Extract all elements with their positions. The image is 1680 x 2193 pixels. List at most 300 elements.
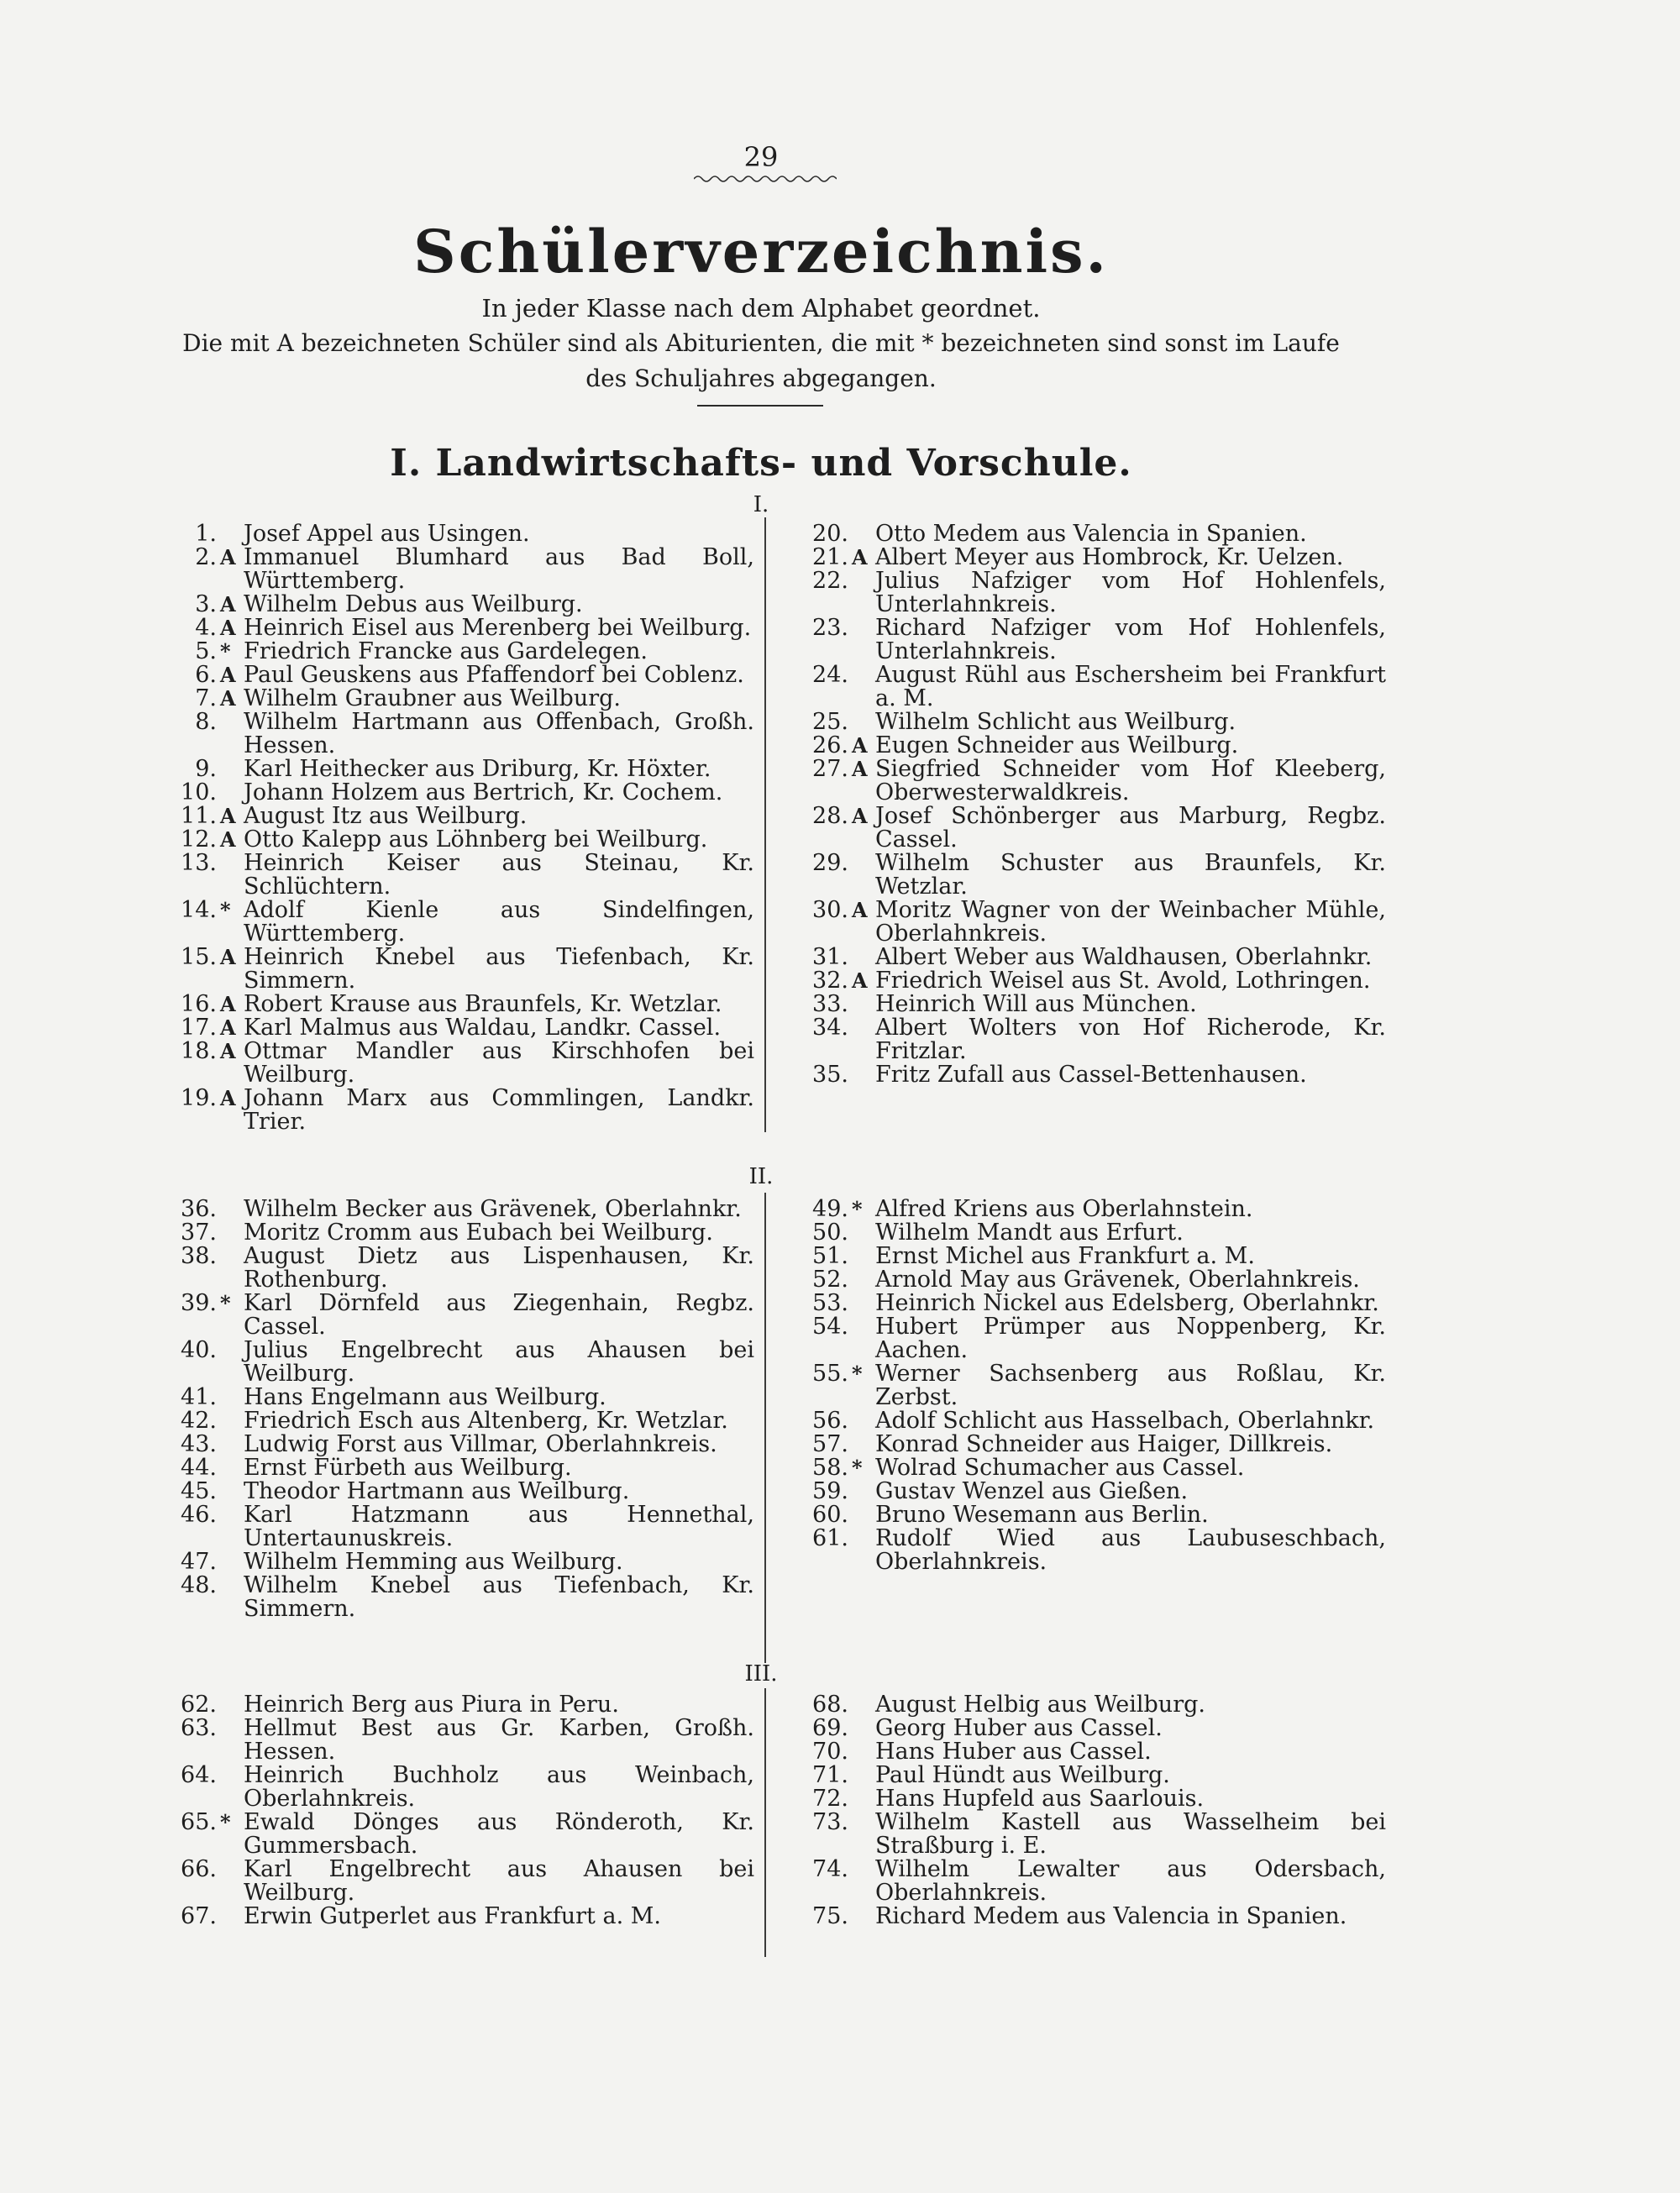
entry-number: 40. xyxy=(181,1337,217,1363)
entry-text: Albert Weber aus Waldhausen, Oberlahnkr. xyxy=(875,944,1373,970)
entry-text: Werner Sachsenberg aus Roßlau, Kr. Zerbst. xyxy=(875,1361,1386,1410)
student-entry xyxy=(781,664,1386,711)
entry-number: 63. xyxy=(181,1715,217,1741)
entry-text: Heinrich Keiser aus Steinau, Kr. Schlüchtern. xyxy=(244,850,754,900)
entry-mark: A xyxy=(852,545,868,569)
entry-text: Siegfried Schneider vom Hof Kleeberg, Oberwesterwaldkreis. xyxy=(875,756,1386,805)
entry-mark: A xyxy=(220,945,236,969)
entry-mark xyxy=(852,1503,875,1527)
entry-text: Hans Hupfeld aus Saarlouis. xyxy=(875,1786,1205,1812)
entry-text: Paul Geuskens aus Pfaffendorf bei Coblenz. xyxy=(244,662,744,688)
student-entry xyxy=(781,1693,1386,1717)
entry-mark xyxy=(852,1245,875,1268)
entry-mark xyxy=(852,616,875,664)
entry-mark xyxy=(220,852,244,899)
entry-mark xyxy=(220,1905,244,1928)
entry-number: 60. xyxy=(812,1502,848,1528)
student-entry xyxy=(781,1787,1386,1811)
entry-number: 50. xyxy=(812,1220,848,1246)
entry-text: Robert Krause aus Braunfels, Kr. Wetzlar. xyxy=(244,991,722,1017)
class-label-1: I. xyxy=(753,492,769,517)
entry-number: 66. xyxy=(181,1856,217,1882)
student-entry xyxy=(150,1905,754,1928)
entry-number: 9. xyxy=(195,756,217,782)
class-2-left-column xyxy=(150,1198,754,1621)
entry-number: 4. xyxy=(195,615,217,641)
entry-text: Wilhelm Kastell aus Wasselheim bei Straßburg i. E. xyxy=(875,1809,1386,1859)
entry-mark: A xyxy=(220,1086,236,1110)
entry-mark: A xyxy=(852,733,868,758)
student-entry xyxy=(150,805,754,828)
entry-number: 26. xyxy=(812,732,848,758)
entry-mark xyxy=(852,1268,875,1292)
student-entry xyxy=(150,616,754,640)
entry-number: 23. xyxy=(812,615,848,641)
entry-text: Friedrich Weisel aus St. Avold, Lothringen. xyxy=(875,968,1371,994)
entry-number: 32. xyxy=(812,968,848,994)
entry-number: 61. xyxy=(812,1525,848,1551)
class-3-left-column xyxy=(150,1693,754,1928)
entry-number: 44. xyxy=(181,1455,217,1481)
entry-mark xyxy=(852,1740,875,1764)
entry-number: 10. xyxy=(181,779,217,805)
entry-mark xyxy=(220,711,244,758)
entry-number: 62. xyxy=(181,1692,217,1718)
student-entry xyxy=(150,946,754,993)
entry-number: 69. xyxy=(812,1715,848,1741)
entry-mark: * xyxy=(220,1810,231,1834)
student-entry xyxy=(781,1905,1386,1928)
student-entry xyxy=(781,758,1386,805)
entry-number: 46. xyxy=(181,1502,217,1528)
entry-text: Wilhelm Debus aus Weilburg. xyxy=(244,591,583,617)
student-entry xyxy=(781,1456,1386,1480)
entry-mark xyxy=(852,993,875,1016)
entry-mark: A xyxy=(220,992,236,1016)
student-entry xyxy=(150,1574,754,1621)
student-entry xyxy=(150,1811,754,1858)
entry-text: Ernst Michel aus Frankfurt a. M. xyxy=(875,1243,1255,1269)
entry-text: Wilhelm Knebel aus Tiefenbach, Kr. Simmern. xyxy=(244,1572,754,1622)
entry-mark xyxy=(852,1480,875,1503)
entry-mark xyxy=(220,1858,244,1905)
entry-text: Heinrich Knebel aus Tiefenbach, Kr. Simmern. xyxy=(244,944,754,994)
entry-text: August Itz aus Weilburg. xyxy=(244,803,528,829)
entry-number: 27. xyxy=(812,756,848,782)
entry-text: Hubert Prümper aus Noppenberg, Kr. Aachen. xyxy=(875,1314,1386,1363)
entry-mark xyxy=(220,758,244,781)
student-entry xyxy=(150,781,754,805)
entry-text: Ottmar Mandler aus Kirschhofen bei Weilburg. xyxy=(244,1038,754,1088)
entry-mark xyxy=(852,946,875,969)
entry-number: 72. xyxy=(812,1786,848,1812)
student-entry xyxy=(150,758,754,781)
entry-number: 56. xyxy=(812,1408,848,1434)
entry-number: 73. xyxy=(812,1809,848,1835)
entry-mark xyxy=(220,1386,244,1409)
entry-mark xyxy=(852,1433,875,1456)
student-entry xyxy=(150,1764,754,1811)
student-entry xyxy=(150,546,754,593)
entry-text: Julius Nafziger vom Hof Hohlenfels, Unterlahnkreis. xyxy=(875,568,1386,617)
entry-mark xyxy=(852,852,875,899)
entry-text: Otto Kalepp aus Löhnberg bei Weilburg. xyxy=(244,826,708,853)
student-entry xyxy=(781,1292,1386,1315)
entry-text: Hans Engelmann aus Weilburg. xyxy=(244,1384,606,1410)
student-entry xyxy=(150,593,754,616)
student-entry xyxy=(781,546,1386,569)
entry-number: 58. xyxy=(812,1455,848,1481)
entry-mark xyxy=(220,1574,244,1621)
entry-number: 43. xyxy=(181,1431,217,1457)
student-entry xyxy=(150,899,754,946)
entry-text: Heinrich Berg aus Piura in Peru. xyxy=(244,1692,619,1718)
entry-number: 53. xyxy=(812,1290,848,1316)
legend-note: Die mit A bezeichneten Schüler sind als Abiturienten, die mit * bezeichneten sind sonst im Laufe des Schuljahres abgegangen. xyxy=(182,329,1340,392)
entry-mark xyxy=(220,781,244,805)
title-rule xyxy=(697,405,823,407)
entry-text: Wilhelm Becker aus Grävenek, Oberlahnkr. xyxy=(244,1196,742,1222)
student-entry xyxy=(781,1480,1386,1503)
entry-number: 48. xyxy=(181,1572,217,1598)
student-entry xyxy=(781,1858,1386,1905)
entry-mark xyxy=(220,1409,244,1433)
entry-text: Gustav Wenzel aus Gießen. xyxy=(875,1478,1189,1504)
class-3-right-column xyxy=(781,1693,1386,1928)
entry-text: Fritz Zufall aus Cassel-Bettenhausen. xyxy=(875,1062,1307,1088)
entry-mark xyxy=(852,1717,875,1740)
student-entry xyxy=(150,993,754,1016)
entry-text: Karl Hatzmann aus Hennethal, Untertaunuskreis. xyxy=(244,1502,754,1551)
entry-text: Wilhelm Lewalter aus Odersbach, Oberlahnkreis. xyxy=(875,1856,1386,1906)
entry-mark xyxy=(220,1764,244,1811)
entry-number: 64. xyxy=(181,1762,217,1788)
student-entry xyxy=(781,1717,1386,1740)
entry-number: 74. xyxy=(812,1856,848,1882)
entry-mark xyxy=(852,1811,875,1858)
entry-text: Albert Wolters von Hof Richerode, Kr. Fritzlar. xyxy=(875,1015,1386,1064)
entry-number: 67. xyxy=(181,1903,217,1929)
entry-number: 30. xyxy=(812,897,848,923)
section-heading: I. Landwirtschafts- und Vorschule. xyxy=(390,442,1132,485)
entry-text: Adolf Kienle aus Sindelfingen, Württemberg. xyxy=(244,897,754,947)
entry-mark xyxy=(220,1221,244,1245)
entry-text: Hellmut Best aus Gr. Karben, Großh. Hessen. xyxy=(244,1715,754,1765)
entry-mark xyxy=(220,1717,244,1764)
entry-number: 24. xyxy=(812,662,848,688)
entry-text: Wolrad Schumacher aus Cassel. xyxy=(875,1455,1245,1481)
entry-mark xyxy=(852,569,875,616)
entry-text: Heinrich Eisel aus Merenberg bei Weilburg. xyxy=(244,615,752,641)
entry-text: Adolf Schlicht aus Hasselbach, Oberlahnkr. xyxy=(875,1408,1375,1434)
entry-mark xyxy=(852,664,875,711)
ornament-divider xyxy=(694,173,837,185)
entry-text: Bruno Wesemann aus Berlin. xyxy=(875,1502,1209,1528)
entry-text: Heinrich Buchholz aus Weinbach, Oberlahnkreis. xyxy=(244,1762,754,1812)
entry-text: Moritz Cromm aus Eubach bei Weilburg. xyxy=(244,1220,713,1246)
entry-text: Theodor Hartmann aus Weilburg. xyxy=(244,1478,630,1504)
entry-number: 1. xyxy=(195,521,217,547)
entry-text: Johann Holzem aus Bertrich, Kr. Cochem. xyxy=(244,779,723,805)
entry-number: 55. xyxy=(812,1361,848,1387)
entry-text: Karl Malmus aus Waldau, Landkr. Cassel. xyxy=(244,1015,722,1041)
entry-text: Johann Marx aus Commlingen, Landkr. Trier. xyxy=(244,1085,754,1135)
entry-number: 22. xyxy=(812,568,848,594)
entry-text: Ernst Fürbeth aus Weilburg. xyxy=(244,1455,572,1481)
student-entry xyxy=(150,1480,754,1503)
entry-mark: A xyxy=(220,1015,236,1040)
student-entry xyxy=(781,899,1386,946)
entry-number: 36. xyxy=(181,1196,217,1222)
student-entry xyxy=(781,993,1386,1016)
entry-text: Moritz Wagner von der Weinbacher Mühle, Oberlahnkreis. xyxy=(875,897,1386,947)
entry-number: 34. xyxy=(812,1015,848,1041)
entry-mark: A xyxy=(852,757,868,781)
student-entry xyxy=(150,664,754,687)
student-entry xyxy=(781,1016,1386,1063)
entry-text: August Dietz aus Lispenhausen, Kr. Rothenburg. xyxy=(244,1243,754,1293)
entry-number: 68. xyxy=(812,1692,848,1718)
entry-number: 38. xyxy=(181,1243,217,1269)
entry-mark xyxy=(220,1693,244,1717)
entry-number: 19. xyxy=(181,1085,217,1111)
entry-text: Heinrich Nickel aus Edelsberg, Oberlahnkr. xyxy=(875,1290,1379,1316)
student-entry xyxy=(781,1764,1386,1787)
student-entry xyxy=(781,1268,1386,1292)
entry-mark xyxy=(220,1339,244,1386)
entry-number: 37. xyxy=(181,1220,217,1246)
entry-mark xyxy=(852,1764,875,1787)
student-entry xyxy=(781,1811,1386,1858)
student-entry xyxy=(150,711,754,758)
class-1-left-column xyxy=(150,522,754,1134)
student-entry xyxy=(150,1693,754,1717)
student-entry xyxy=(781,569,1386,616)
entry-number: 21. xyxy=(812,544,848,570)
entry-text: Ewald Dönges aus Rönderoth, Kr. Gummersbach. xyxy=(244,1809,754,1859)
student-entry xyxy=(781,734,1386,758)
entry-text: Arnold May aus Grävenek, Oberlahnkreis. xyxy=(875,1267,1360,1293)
entry-number: 14. xyxy=(181,897,217,923)
column-divider-1 xyxy=(764,517,766,1132)
entry-number: 5. xyxy=(195,638,217,664)
student-entry xyxy=(781,1527,1386,1574)
entry-mark xyxy=(220,1245,244,1292)
entry-text: Hans Huber aus Cassel. xyxy=(875,1739,1152,1765)
entry-number: 3. xyxy=(195,591,217,617)
entry-number: 52. xyxy=(812,1267,848,1293)
student-entry xyxy=(781,946,1386,969)
entry-mark xyxy=(852,1315,875,1362)
entry-text: Wilhelm Mandt aus Erfurt. xyxy=(875,1220,1184,1246)
class-1-right-column xyxy=(781,522,1386,1087)
student-entry xyxy=(150,852,754,899)
student-entry xyxy=(781,1740,1386,1764)
student-entry xyxy=(150,1087,754,1134)
student-entry xyxy=(150,687,754,711)
entry-mark xyxy=(852,1409,875,1433)
entry-text: Konrad Schneider aus Haiger, Dillkreis. xyxy=(875,1431,1333,1457)
entry-number: 6. xyxy=(195,662,217,688)
entry-number: 59. xyxy=(812,1478,848,1504)
entry-number: 47. xyxy=(181,1549,217,1575)
entry-number: 13. xyxy=(181,850,217,876)
entry-mark xyxy=(852,1292,875,1315)
entry-mark xyxy=(852,1858,875,1905)
entry-number: 35. xyxy=(812,1062,848,1088)
entry-text: Karl Dörnfeld aus Ziegenhain, Regbz. Cassel. xyxy=(244,1290,754,1340)
entry-number: 65. xyxy=(181,1809,217,1835)
student-entry xyxy=(150,1016,754,1040)
entry-number: 31. xyxy=(812,944,848,970)
student-entry xyxy=(781,805,1386,852)
entry-text: Karl Heithecker aus Driburg, Kr. Höxter. xyxy=(244,756,711,782)
entry-number: 75. xyxy=(812,1903,848,1929)
entry-mark xyxy=(852,1527,875,1574)
entry-mark xyxy=(220,1503,244,1550)
student-entry xyxy=(150,1339,754,1386)
entry-mark: A xyxy=(220,592,236,616)
student-entry xyxy=(150,1503,754,1550)
entry-mark: A xyxy=(220,663,236,687)
entry-mark: * xyxy=(852,1361,863,1386)
student-entry xyxy=(781,522,1386,546)
student-entry xyxy=(781,1409,1386,1433)
entry-mark: A xyxy=(220,686,236,711)
student-entry xyxy=(781,1315,1386,1362)
entry-mark: A xyxy=(220,827,236,852)
entry-mark xyxy=(852,522,875,546)
student-entry xyxy=(781,1198,1386,1221)
subtitle: In jeder Klasse nach dem Alphabet geordnet. xyxy=(481,294,1041,323)
class-label-2: II. xyxy=(748,1164,774,1189)
entry-mark xyxy=(852,1221,875,1245)
entry-mark: A xyxy=(220,616,236,640)
student-entry xyxy=(781,1433,1386,1456)
entry-number: 17. xyxy=(181,1015,217,1041)
entry-text: Immanuel Blumhard aus Bad Boll, Württemberg. xyxy=(244,544,754,594)
entry-number: 25. xyxy=(812,709,848,735)
entry-number: 49. xyxy=(812,1196,848,1222)
entry-text: Richard Nafziger vom Hof Hohlenfels, Unterlahnkreis. xyxy=(875,615,1386,664)
entry-number: 70. xyxy=(812,1739,848,1765)
entry-text: Otto Medem aus Valencia in Spanien. xyxy=(875,521,1307,547)
entry-number: 28. xyxy=(812,803,848,829)
entry-text: Josef Schönberger aus Marburg, Regbz. Cassel. xyxy=(875,803,1386,853)
student-entry xyxy=(150,640,754,664)
entry-mark: * xyxy=(220,639,231,664)
student-entry xyxy=(150,1040,754,1087)
entry-text: Josef Appel aus Usingen. xyxy=(244,521,530,547)
entry-number: 2. xyxy=(195,544,217,570)
entry-text: Wilhelm Hemming aus Weilburg. xyxy=(244,1549,623,1575)
entry-number: 16. xyxy=(181,991,217,1017)
entry-mark xyxy=(220,1480,244,1503)
entry-text: Paul Hündt aus Weilburg. xyxy=(875,1762,1170,1788)
entry-text: Karl Engelbrecht aus Ahausen bei Weilburg. xyxy=(244,1856,754,1906)
entry-number: 45. xyxy=(181,1478,217,1504)
student-entry xyxy=(781,1245,1386,1268)
student-entry xyxy=(150,1550,754,1574)
entry-mark: A xyxy=(220,1039,236,1063)
student-entry xyxy=(781,852,1386,899)
entry-number: 51. xyxy=(812,1243,848,1269)
entry-number: 18. xyxy=(181,1038,217,1064)
entry-number: 42. xyxy=(181,1408,217,1434)
entry-text: August Rühl aus Eschersheim bei Frankfurt a. M. xyxy=(875,662,1386,711)
student-entry xyxy=(150,1858,754,1905)
entry-mark: * xyxy=(852,1456,863,1480)
student-entry xyxy=(150,828,754,852)
entry-text: Eugen Schneider aus Weilburg. xyxy=(875,732,1239,758)
student-entry xyxy=(781,616,1386,664)
entry-mark xyxy=(220,1456,244,1480)
entry-text: August Helbig aus Weilburg. xyxy=(875,1692,1205,1718)
entry-text: Heinrich Will aus München. xyxy=(875,991,1197,1017)
student-entry xyxy=(781,711,1386,734)
entry-number: 54. xyxy=(812,1314,848,1340)
entry-number: 71. xyxy=(812,1762,848,1788)
entry-number: 15. xyxy=(181,944,217,970)
entry-number: 29. xyxy=(812,850,848,876)
entry-mark: A xyxy=(852,804,868,828)
class-2-right-column xyxy=(781,1198,1386,1574)
column-divider-2 xyxy=(764,1193,766,1663)
student-entry xyxy=(150,1292,754,1339)
entry-text: Wilhelm Schuster aus Braunfels, Kr. Wetzlar. xyxy=(875,850,1386,900)
entry-mark: A xyxy=(852,968,868,993)
entry-text: Wilhelm Graubner aus Weilburg. xyxy=(244,685,622,711)
class-label-3: III. xyxy=(744,1661,778,1687)
entry-text: Albert Meyer aus Hombrock, Kr. Uelzen. xyxy=(875,544,1344,570)
entry-mark: * xyxy=(220,1291,231,1315)
student-entry xyxy=(781,1503,1386,1527)
entry-mark xyxy=(852,1905,875,1928)
entry-number: 20. xyxy=(812,521,848,547)
entry-mark: * xyxy=(852,1197,863,1221)
entry-mark xyxy=(852,1693,875,1717)
entry-mark: A xyxy=(852,898,868,922)
student-entry xyxy=(781,1063,1386,1087)
entry-mark: A xyxy=(220,804,236,828)
entry-mark xyxy=(220,522,244,546)
entry-mark xyxy=(852,711,875,734)
entry-text: Alfred Kriens aus Oberlahnstein. xyxy=(875,1196,1253,1222)
entry-mark: A xyxy=(220,545,236,569)
student-entry xyxy=(150,1386,754,1409)
entry-number: 57. xyxy=(812,1431,848,1457)
entry-mark xyxy=(220,1550,244,1574)
entry-mark xyxy=(852,1787,875,1811)
entry-text: Rudolf Wied aus Laubuseschbach, Oberlahnkreis. xyxy=(875,1525,1386,1575)
entry-mark xyxy=(220,1433,244,1456)
page-title: Schülerverzeichnis. xyxy=(413,217,1109,286)
entry-mark: * xyxy=(220,898,231,922)
entry-number: 39. xyxy=(181,1290,217,1316)
student-entry xyxy=(150,1433,754,1456)
entry-text: Julius Engelbrecht aus Ahausen bei Weilburg. xyxy=(244,1337,754,1387)
page-number: 29 xyxy=(743,141,779,173)
entry-text: Friedrich Francke aus Gardelegen. xyxy=(244,638,648,664)
student-entry xyxy=(781,1221,1386,1245)
entry-text: Erwin Gutperlet aus Frankfurt a. M. xyxy=(244,1903,661,1929)
entry-text: Ludwig Forst aus Villmar, Oberlahnkreis. xyxy=(244,1431,717,1457)
entry-number: 11. xyxy=(181,803,217,829)
student-entry xyxy=(150,1456,754,1480)
entry-text: Richard Medem aus Valencia in Spanien. xyxy=(875,1903,1347,1929)
student-entry xyxy=(150,522,754,546)
column-divider-3 xyxy=(764,1688,766,1957)
